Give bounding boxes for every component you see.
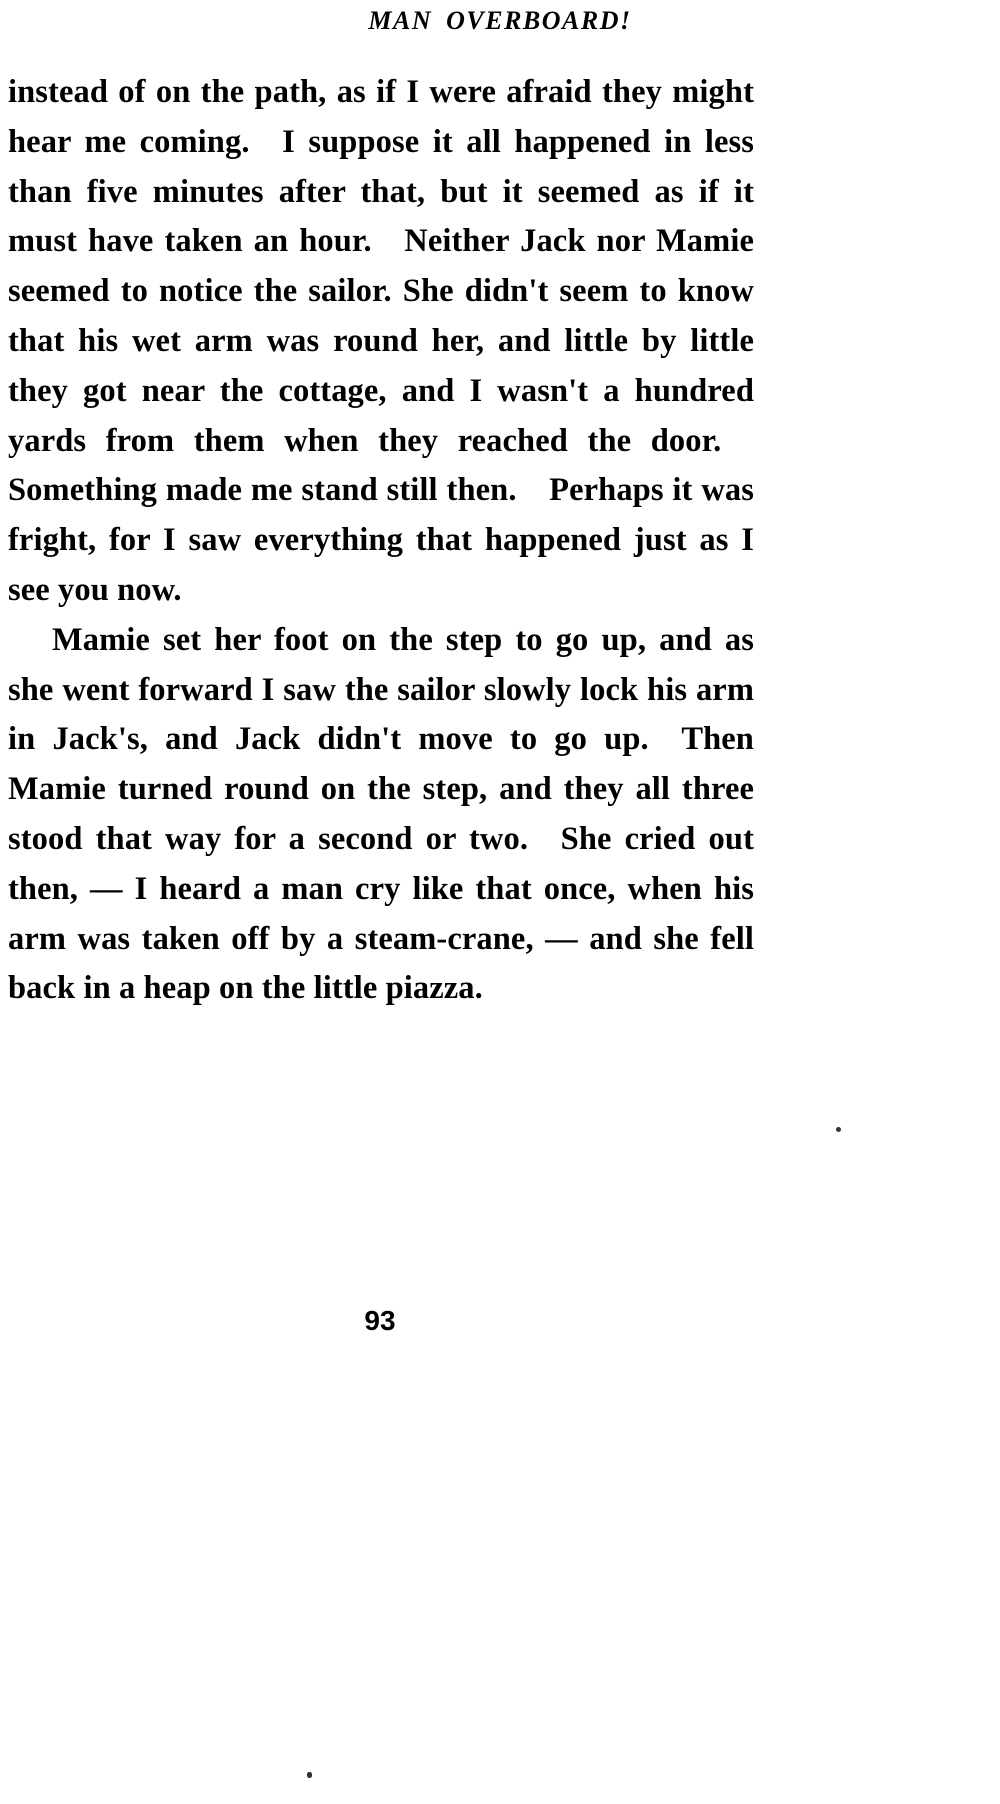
- running-head: MAN OVERBOARD!: [368, 6, 632, 35]
- ink-speck-bottom: [307, 1772, 312, 1778]
- paragraph-1: instead of on the path, as if I were afraid they might hear me coming. I suppose it all happened in less than five minutes after that, but it seemed as if it must have taken an hour. Neither Jack nor Mamie seemed to notice the sailor. She didn't seem to know that his wet arm was round her, and little by little they got near the cottage, and I wasn't a hundred yards from them when they reached the door. Something made me stand still then. Perhaps it was fright, for I saw everything that happened just as I see you now.: [8, 74, 754, 608]
- paragraph-2: Mamie set her foot on the step to go up, and as she went forward I saw the sailor slowly lock his arm in Jack's, and Jack didn't move to go up. Then Mamie turned round on the step, and they all three stood that way for a second or two. She cried out then, — I heard a man cry like that once, when his arm was taken off by a steam-crane, — and she fell back in a heap on the little piazza.: [8, 621, 754, 1007]
- page-number: 93: [364, 1305, 396, 1336]
- body-text: [8, 68, 754, 1014]
- ink-speck-right: [836, 1127, 841, 1132]
